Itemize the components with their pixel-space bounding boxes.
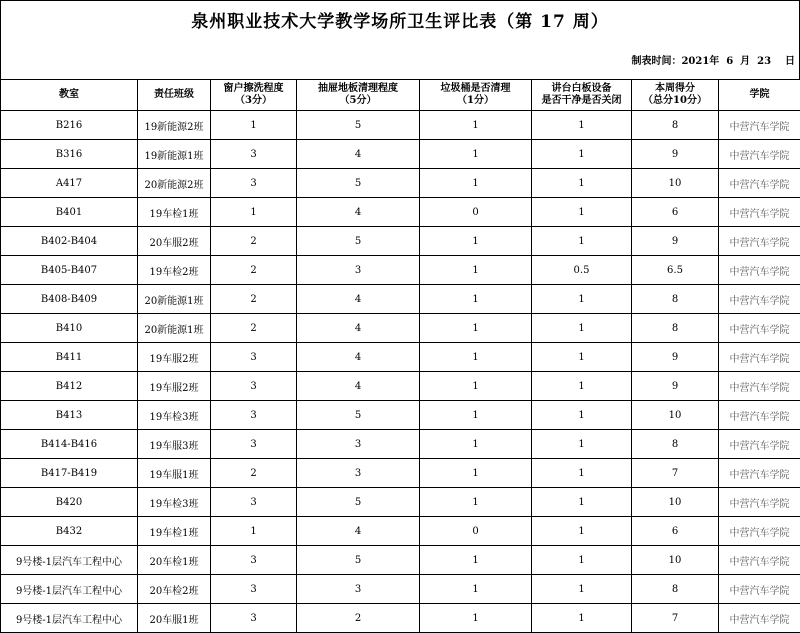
cell-trash: 1 bbox=[420, 140, 532, 169]
cell-floor: 3 bbox=[297, 459, 420, 488]
cell-college: 中营汽车学院 bbox=[719, 604, 800, 633]
cell-window: 3 bbox=[211, 604, 297, 633]
cell-trash: 1 bbox=[420, 256, 532, 285]
cell-room: B417-B419 bbox=[1, 459, 138, 488]
cell-trash: 1 bbox=[420, 604, 532, 633]
cell-desk: 1 bbox=[532, 401, 632, 430]
cell-window: 3 bbox=[211, 488, 297, 517]
cell-trash: 1 bbox=[420, 111, 532, 140]
cell-floor: 5 bbox=[297, 546, 420, 575]
cell-score: 10 bbox=[632, 546, 719, 575]
cell-college: 中营汽车学院 bbox=[719, 459, 800, 488]
cell-desk: 1 bbox=[532, 285, 632, 314]
cell-room: 9号楼-1层汽车工程中心 bbox=[1, 604, 138, 633]
table-row bbox=[1, 343, 800, 372]
cell-class: 20车检1班 bbox=[138, 546, 211, 575]
cell-trash: 1 bbox=[420, 285, 532, 314]
cell-room: B412 bbox=[1, 372, 138, 401]
cell-class: 20新能源1班 bbox=[138, 285, 211, 314]
table-row bbox=[1, 517, 800, 546]
cell-window: 2 bbox=[211, 314, 297, 343]
cell-class: 19车检1班 bbox=[138, 198, 211, 227]
header-room: 教室 bbox=[1, 80, 138, 111]
cell-class: 20车检2班 bbox=[138, 575, 211, 604]
cell-college: 中营汽车学院 bbox=[719, 314, 800, 343]
table-row bbox=[1, 111, 800, 140]
cell-floor: 5 bbox=[297, 227, 420, 256]
cell-room: B408-B409 bbox=[1, 285, 138, 314]
cell-college: 中营汽车学院 bbox=[719, 111, 800, 140]
table-row bbox=[1, 198, 800, 227]
cell-room: B316 bbox=[1, 140, 138, 169]
table-row bbox=[1, 575, 800, 604]
cell-desk: 1 bbox=[532, 111, 632, 140]
cell-college: 中营汽车学院 bbox=[719, 401, 800, 430]
cell-class: 19车检1班 bbox=[138, 517, 211, 546]
cell-floor: 4 bbox=[297, 372, 420, 401]
subheader-area bbox=[0, 37, 800, 79]
cell-class: 19车服1班 bbox=[138, 459, 211, 488]
cell-score: 8 bbox=[632, 314, 719, 343]
cell-floor: 5 bbox=[297, 169, 420, 198]
cell-college: 中营汽车学院 bbox=[719, 372, 800, 401]
cell-desk: 1 bbox=[532, 488, 632, 517]
cell-college: 中营汽车学院 bbox=[719, 517, 800, 546]
table-row bbox=[1, 372, 800, 401]
cell-score: 10 bbox=[632, 488, 719, 517]
header-floor: 抽屉地板清理程度 （5分） bbox=[297, 80, 420, 111]
cell-room: A417 bbox=[1, 169, 138, 198]
cell-window: 1 bbox=[211, 198, 297, 227]
cell-college: 中营汽车学院 bbox=[719, 343, 800, 372]
cell-trash: 1 bbox=[420, 227, 532, 256]
table-row bbox=[1, 140, 800, 169]
date-line: 制表时间：2021年 6 月 23 日 bbox=[631, 52, 795, 67]
cell-trash: 1 bbox=[420, 343, 532, 372]
cell-score: 6.5 bbox=[632, 256, 719, 285]
cell-room: B401 bbox=[1, 198, 138, 227]
table-row bbox=[1, 604, 800, 633]
cell-desk: 1 bbox=[532, 198, 632, 227]
cell-room: B413 bbox=[1, 401, 138, 430]
cell-score: 8 bbox=[632, 285, 719, 314]
header-row bbox=[1, 80, 800, 111]
table-row bbox=[1, 459, 800, 488]
cell-trash: 1 bbox=[420, 546, 532, 575]
cell-floor: 3 bbox=[297, 430, 420, 459]
cell-window: 2 bbox=[211, 256, 297, 285]
table-row bbox=[1, 546, 800, 575]
cell-score: 9 bbox=[632, 372, 719, 401]
cell-desk: 1 bbox=[532, 459, 632, 488]
sheet-title: 泉州职业技术大学教学场所卫生评比表（第 17 周） bbox=[0, 0, 800, 37]
cell-score: 10 bbox=[632, 401, 719, 430]
cell-score: 8 bbox=[632, 111, 719, 140]
table-row bbox=[1, 430, 800, 459]
header-desk: 讲台白板设备 是否干净是否关闭 bbox=[532, 80, 632, 111]
table-row bbox=[1, 488, 800, 517]
cell-window: 3 bbox=[211, 140, 297, 169]
cell-college: 中营汽车学院 bbox=[719, 256, 800, 285]
cell-window: 3 bbox=[211, 401, 297, 430]
cell-floor: 4 bbox=[297, 517, 420, 546]
cell-score: 10 bbox=[632, 169, 719, 198]
header-college: 学院 bbox=[719, 80, 800, 111]
cell-floor: 4 bbox=[297, 140, 420, 169]
cell-window: 3 bbox=[211, 575, 297, 604]
cell-floor: 3 bbox=[297, 575, 420, 604]
cell-score: 9 bbox=[632, 227, 719, 256]
cell-room: B432 bbox=[1, 517, 138, 546]
cell-room: B405-B407 bbox=[1, 256, 138, 285]
cell-desk: 1 bbox=[532, 517, 632, 546]
cell-window: 3 bbox=[211, 430, 297, 459]
cell-desk: 1 bbox=[532, 575, 632, 604]
header-window: 窗户擦洗程度 （3分） bbox=[211, 80, 297, 111]
cell-desk: 1 bbox=[532, 430, 632, 459]
cell-window: 3 bbox=[211, 546, 297, 575]
cell-floor: 5 bbox=[297, 111, 420, 140]
cell-college: 中营汽车学院 bbox=[719, 140, 800, 169]
cell-floor: 2 bbox=[297, 604, 420, 633]
cell-desk: 1 bbox=[532, 546, 632, 575]
cell-college: 中营汽车学院 bbox=[719, 488, 800, 517]
cell-class: 19车检2班 bbox=[138, 256, 211, 285]
header-trash: 垃圾桶是否清理 （1分） bbox=[420, 80, 532, 111]
cell-class: 19车服2班 bbox=[138, 372, 211, 401]
cell-college: 中营汽车学院 bbox=[719, 575, 800, 604]
cell-class: 20新能源1班 bbox=[138, 314, 211, 343]
cell-floor: 5 bbox=[297, 401, 420, 430]
cell-trash: 1 bbox=[420, 459, 532, 488]
cell-window: 3 bbox=[211, 343, 297, 372]
cell-desk: 1 bbox=[532, 140, 632, 169]
cell-desk: 1 bbox=[532, 343, 632, 372]
cell-score: 9 bbox=[632, 140, 719, 169]
cell-window: 1 bbox=[211, 517, 297, 546]
cell-trash: 0 bbox=[420, 517, 532, 546]
cell-college: 中营汽车学院 bbox=[719, 285, 800, 314]
cell-class: 20车服1班 bbox=[138, 604, 211, 633]
cell-trash: 1 bbox=[420, 169, 532, 198]
cell-score: 8 bbox=[632, 430, 719, 459]
cell-floor: 4 bbox=[297, 314, 420, 343]
cell-desk: 1 bbox=[532, 372, 632, 401]
cell-class: 19车服3班 bbox=[138, 430, 211, 459]
table-row bbox=[1, 314, 800, 343]
cell-class: 20车服2班 bbox=[138, 227, 211, 256]
cell-class: 19新能源1班 bbox=[138, 140, 211, 169]
cell-score: 6 bbox=[632, 198, 719, 227]
cell-floor: 4 bbox=[297, 285, 420, 314]
cell-window: 2 bbox=[211, 459, 297, 488]
table-row bbox=[1, 169, 800, 198]
header-score: 本周得分 （总分10分） bbox=[632, 80, 719, 111]
cell-college: 中营汽车学院 bbox=[719, 546, 800, 575]
cell-class: 19车检3班 bbox=[138, 401, 211, 430]
cell-trash: 1 bbox=[420, 430, 532, 459]
cell-class: 20新能源2班 bbox=[138, 169, 211, 198]
cell-trash: 1 bbox=[420, 575, 532, 604]
cell-class: 19车检3班 bbox=[138, 488, 211, 517]
table-row bbox=[1, 285, 800, 314]
cell-class: 19车服2班 bbox=[138, 343, 211, 372]
cell-desk: 1 bbox=[532, 227, 632, 256]
cell-window: 3 bbox=[211, 372, 297, 401]
cell-room: B414-B416 bbox=[1, 430, 138, 459]
score-table bbox=[0, 79, 800, 633]
cell-trash: 1 bbox=[420, 401, 532, 430]
cell-trash: 1 bbox=[420, 314, 532, 343]
cell-room: B411 bbox=[1, 343, 138, 372]
cell-window: 2 bbox=[211, 227, 297, 256]
cell-floor: 4 bbox=[297, 343, 420, 372]
cell-score: 9 bbox=[632, 343, 719, 372]
cell-room: 9号楼-1层汽车工程中心 bbox=[1, 575, 138, 604]
cell-desk: 0.5 bbox=[532, 256, 632, 285]
cell-college: 中营汽车学院 bbox=[719, 227, 800, 256]
cell-college: 中营汽车学院 bbox=[719, 169, 800, 198]
table-row bbox=[1, 401, 800, 430]
cell-window: 3 bbox=[211, 169, 297, 198]
cell-desk: 1 bbox=[532, 604, 632, 633]
table-row bbox=[1, 256, 800, 285]
cell-class: 19新能源2班 bbox=[138, 111, 211, 140]
cell-trash: 1 bbox=[420, 372, 532, 401]
cell-score: 6 bbox=[632, 517, 719, 546]
cell-window: 2 bbox=[211, 285, 297, 314]
cell-room: B410 bbox=[1, 314, 138, 343]
cell-room: B420 bbox=[1, 488, 138, 517]
cell-room: B216 bbox=[1, 111, 138, 140]
cell-score: 7 bbox=[632, 459, 719, 488]
cell-window: 1 bbox=[211, 111, 297, 140]
cell-trash: 1 bbox=[420, 488, 532, 517]
cell-room: 9号楼-1层汽车工程中心 bbox=[1, 546, 138, 575]
cell-desk: 1 bbox=[532, 314, 632, 343]
cell-desk: 1 bbox=[532, 169, 632, 198]
cell-floor: 5 bbox=[297, 488, 420, 517]
cell-floor: 4 bbox=[297, 198, 420, 227]
cell-trash: 0 bbox=[420, 198, 532, 227]
cell-college: 中营汽车学院 bbox=[719, 430, 800, 459]
header-class: 责任班级 bbox=[138, 80, 211, 111]
cell-floor: 3 bbox=[297, 256, 420, 285]
cell-college: 中营汽车学院 bbox=[719, 198, 800, 227]
cell-room: B402-B404 bbox=[1, 227, 138, 256]
cell-score: 7 bbox=[632, 604, 719, 633]
table-row bbox=[1, 227, 800, 256]
cell-score: 8 bbox=[632, 575, 719, 604]
